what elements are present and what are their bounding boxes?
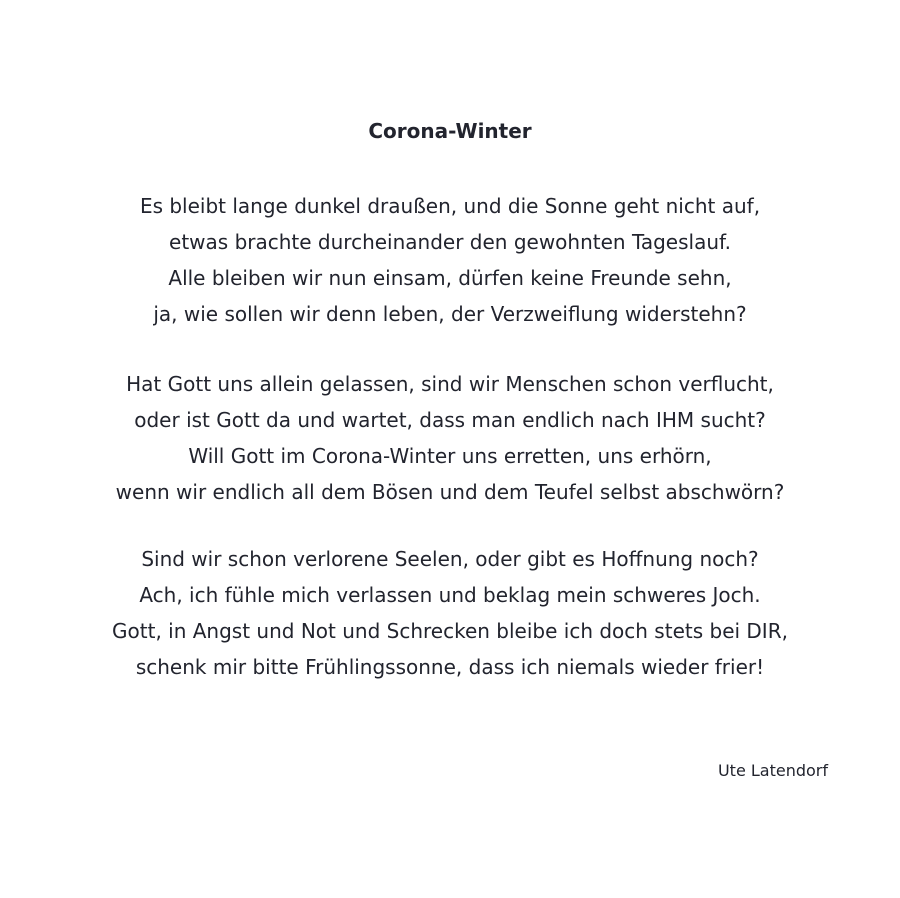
poem-line: Alle bleiben wir nun einsam, dürfen keine Freunde sehn, [168, 266, 732, 290]
poem-line: Es bleibt lange dunkel draußen, und die Sonne geht nicht auf, [139, 194, 761, 218]
poem-line: Sind wir schon verlorene Seelen, oder gibt es Hoffnung noch? [141, 547, 759, 571]
poem-line: etwas brachte durcheinander den gewohnten Tageslauf. [169, 230, 731, 254]
poem-line: Ach, ich fühle mich verlassen und beklag mein schweres Joch. [139, 583, 761, 607]
poem-line: Will Gott im Corona-Winter uns erretten, uns erhörn, [188, 444, 712, 468]
poem-line: wenn wir endlich all dem Bösen und dem Teufel selbst abschwörn? [115, 480, 785, 504]
poem-line: Gott, in Angst und Not und Schrecken bleibe ich doch stets bei DIR, [112, 619, 788, 643]
poem-line: ja, wie sollen wir denn leben, der Verzweiflung widerstehn? [153, 302, 747, 326]
poem-line: oder ist Gott da und wartet, dass man endlich nach IHM sucht? [134, 408, 766, 432]
stanza-1 [0, 188, 900, 332]
stanza-3 [0, 541, 900, 685]
poem-line: schenk mir bitte Frühlingssonne, dass ich niemals wieder frier! [135, 655, 765, 679]
poem-title: Corona-Winter [368, 119, 532, 143]
stanza-2 [0, 366, 900, 510]
poem-line: Hat Gott uns allein gelassen, sind wir Menschen schon verflucht, [126, 372, 774, 396]
author-name: Ute Latendorf [717, 761, 828, 780]
